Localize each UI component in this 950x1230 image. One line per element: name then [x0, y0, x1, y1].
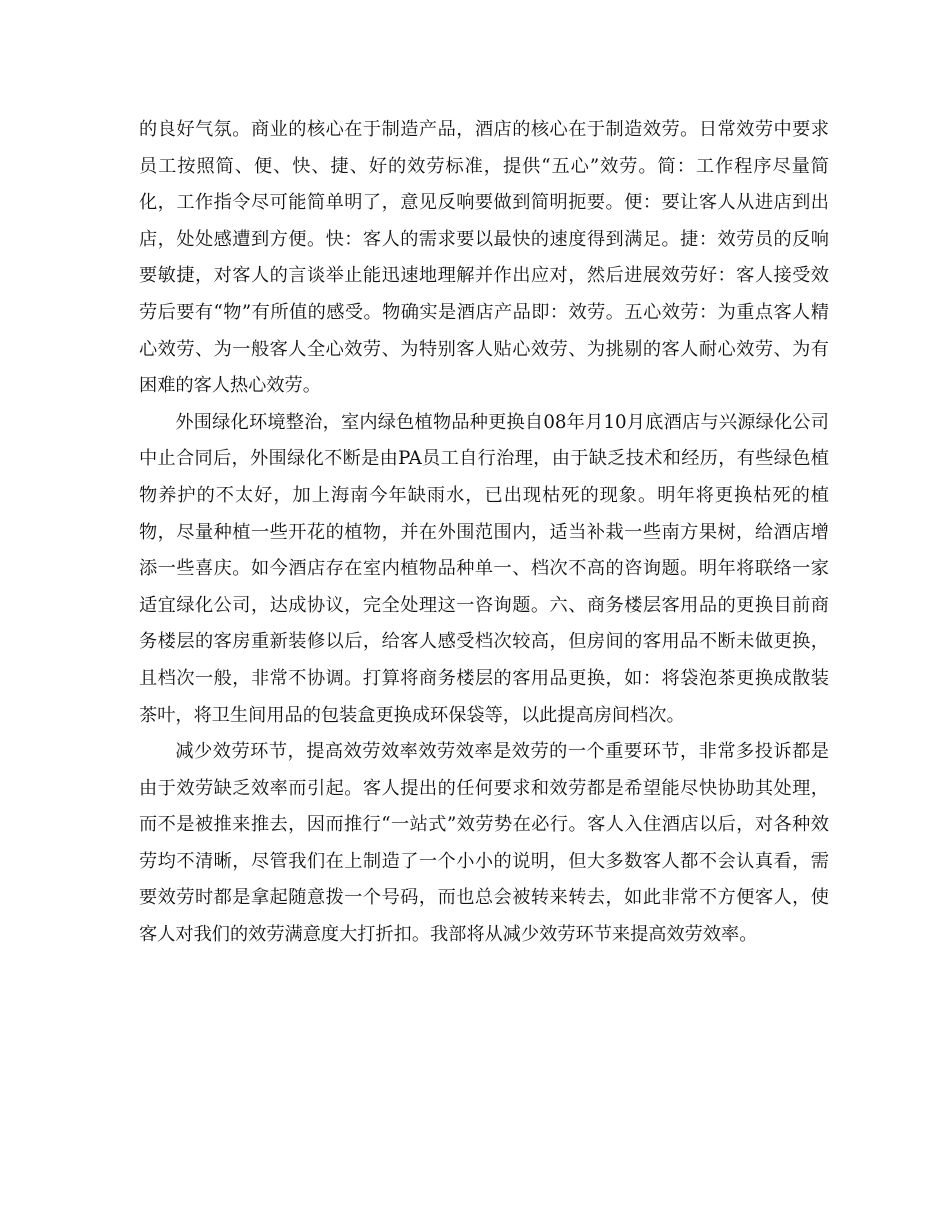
paragraph-3: 减少效劳环节，提高效劳效率效劳效率是效劳的一个重要环节，非常多投诉都是由于效劳缺乏效率而引起。客人提出的任何要求和效劳都是希望能尽快协助其处理，而不是被推来推去，因而推行“一站式”效劳势在必行。客人入住酒店以后，对各种效劳均不清晰，尽管我们在上制造了一个小小的说明，但大多数客人都不会认真看，需要效劳时都是拿起随意拨一个号码，而也总会被转来转去，如此非常不方便客人，使客人对我们的效劳满意度大打折扣。我部将从减少效劳环节来提高效劳效率。: [139, 741, 829, 946]
paragraph-2: 外围绿化环境整治，室内绿色植物品种更换自08年月10月底酒店与兴源绿化公司中止合同后，外围绿化不断是由PA员工自行治理，由于缺乏技术和经历，有些绿色植物养护的不太好，加上海南今年缺雨水，已出现枯死的现象。明年将更换枯死的植物，尽量种植一些开花的植物，并在外围范围内，适当补栽一些南方果树，给酒店增添一些喜庆。如今酒店存在室内植物品种单一、档次不高的咨询题。明年将联络一家适宜绿化公司，达成协议，完全处理这一咨询题。六、商务楼层客用品的更换目前商务楼层的客房重新装修以后，给客人感受档次较高，但房间的客用品不断未做更换，且档次一般，非常不协调。打算将商务楼层的客用品更换，如：将袋泡茶更换成散装茶叶，将卫生间用品的包装盒更换成环保袋等，以此提高房间档次。: [139, 411, 829, 726]
document-body: [139, 112, 829, 954]
paragraph-1: 的良好气氛。商业的核心在于制造产品，酒店的核心在于制造效劳。日常效劳中要求员工按照简、便、快、捷、好的效劳标准，提供“五心”效劳。简：工作程序尽量简化，工作指令尽可能简单明了，意见反响要做到简明扼要。便：要让客人从进店到出店，处处感遭到方便。快：客人的需求要以最快的速度得到满足。捷：效劳员的反响要敏捷，对客人的言谈举止能迅速地理解并作出应对，然后进展效劳好：客人接受效劳后要有“物”有所值的感受。物确实是酒店产品即：效劳。五心效劳：为重点客人精心效劳、为一般客人全心效劳、为特别客人贴心效劳、为挑剔的客人耐心效劳、为有困难的客人热心效劳。: [139, 119, 829, 397]
